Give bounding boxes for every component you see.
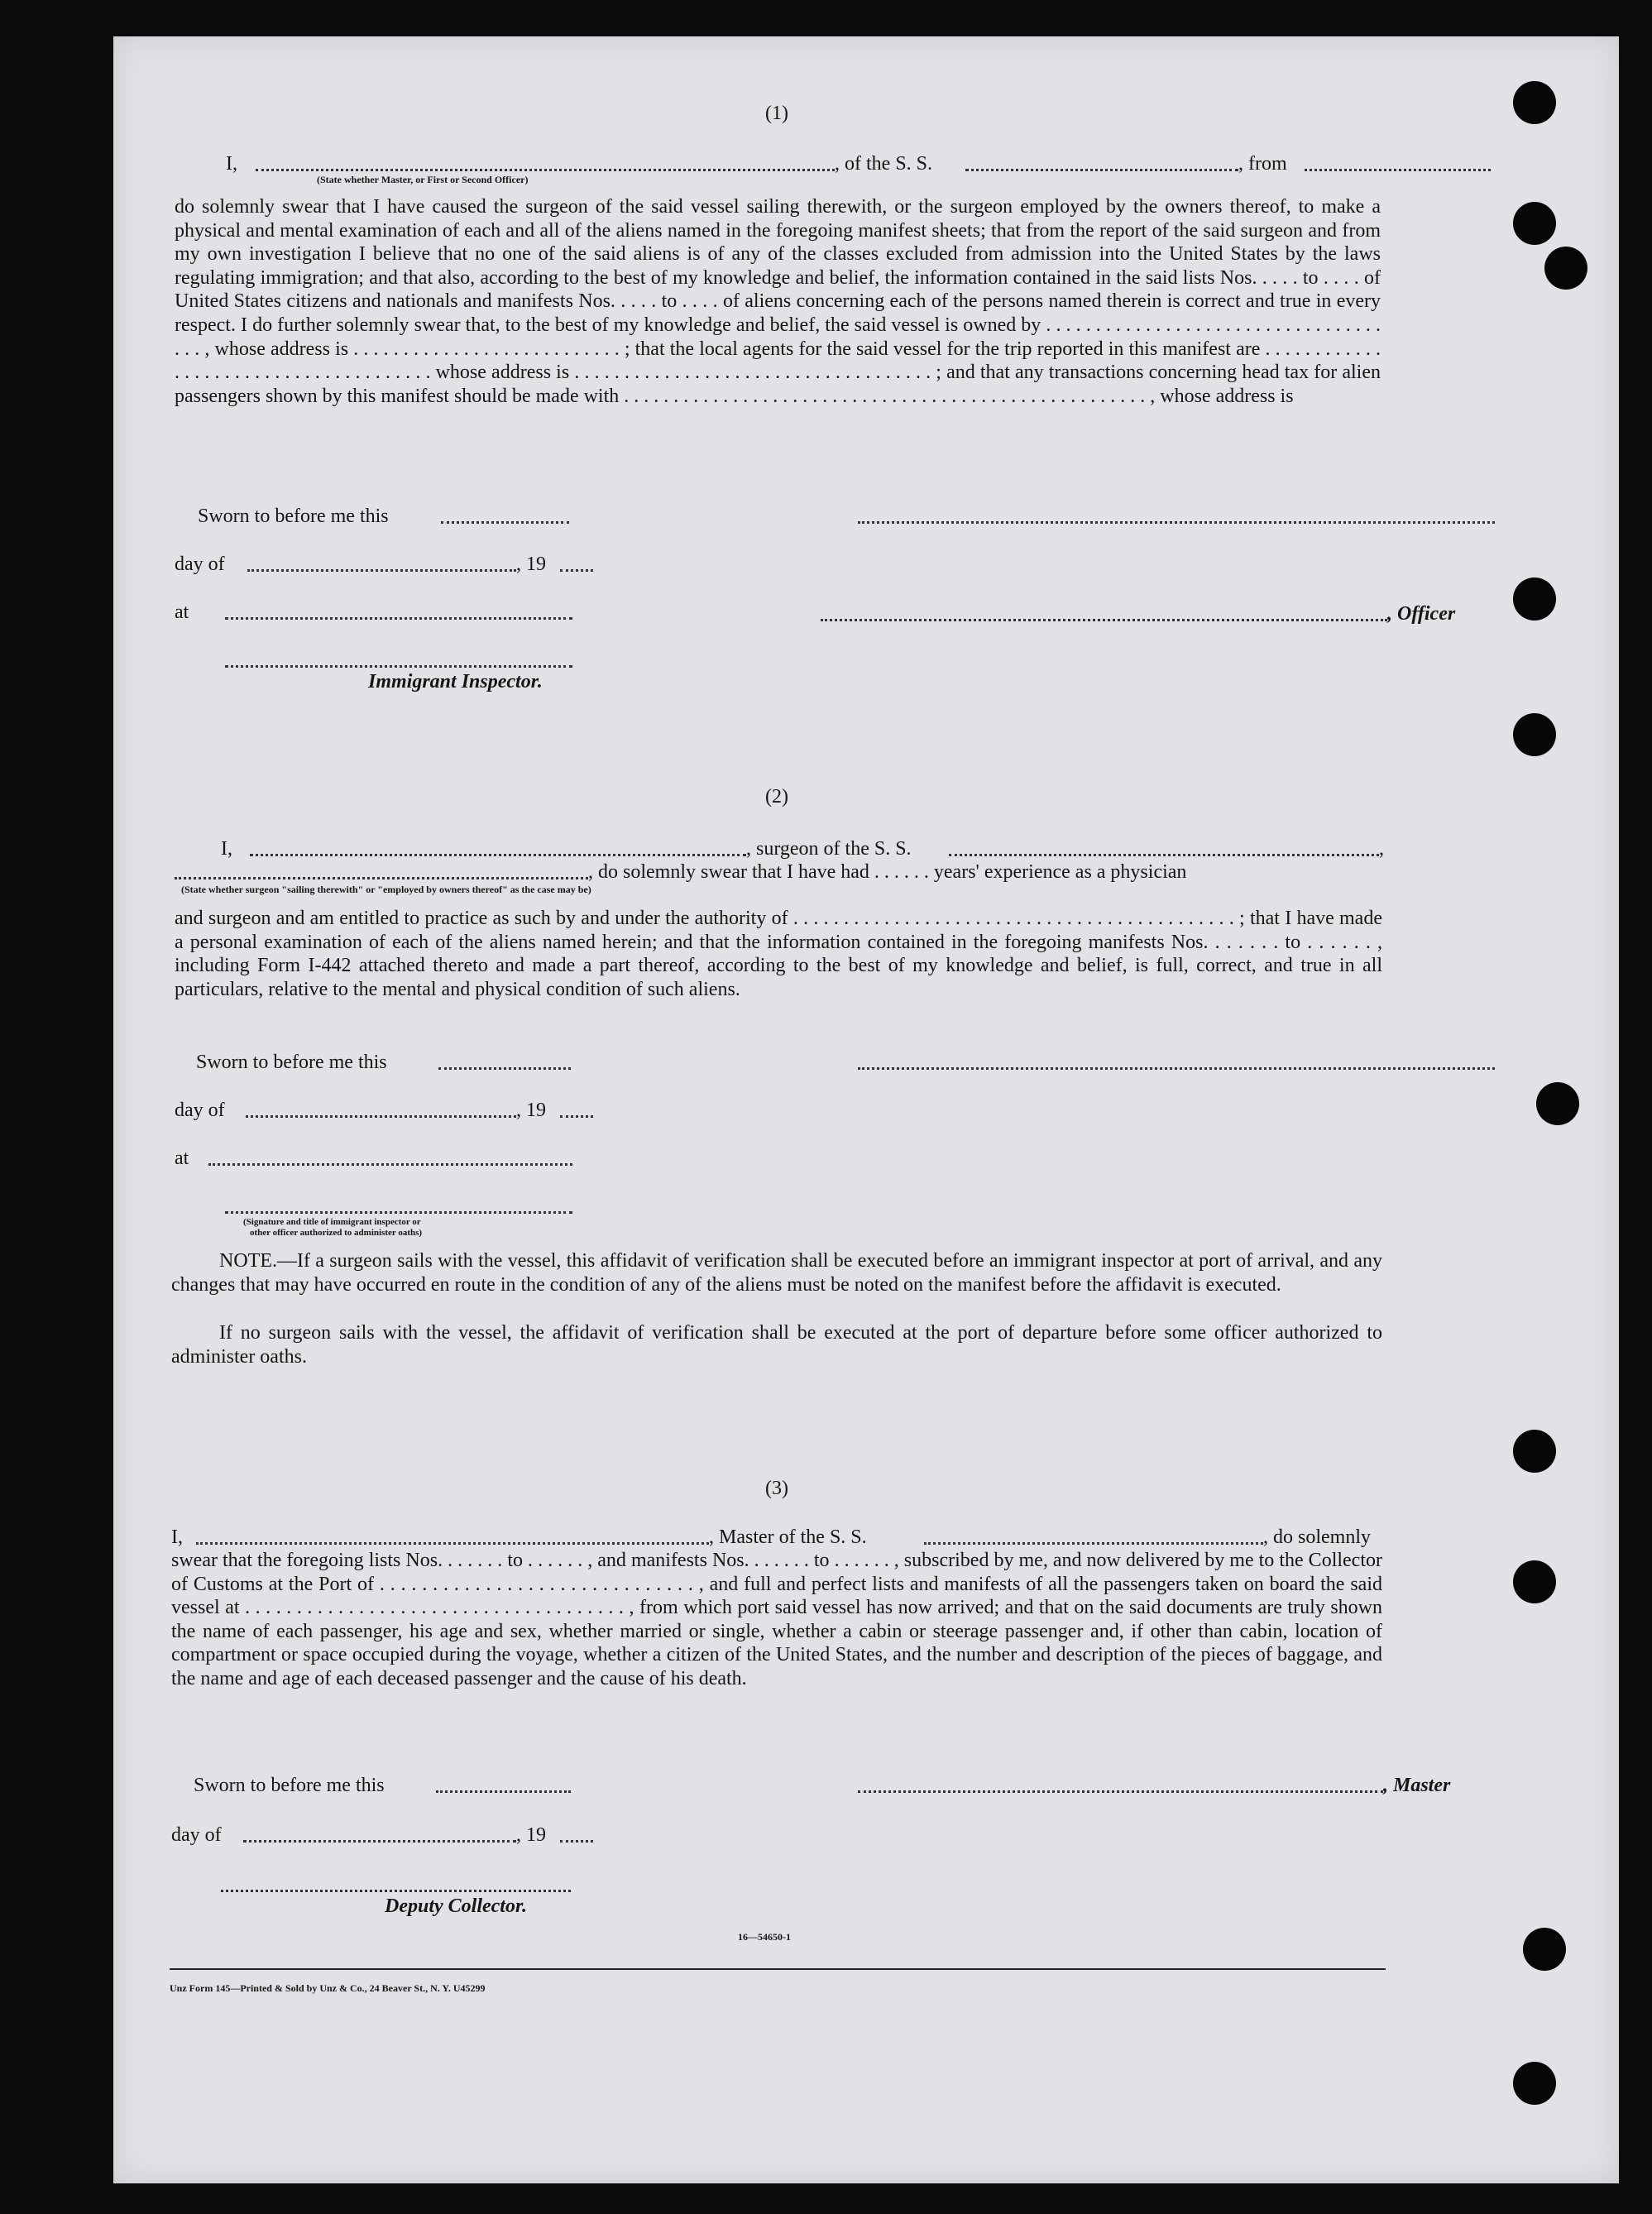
s2-sworn-blank[interactable] — [438, 1067, 571, 1070]
s1-officer-note: (State whether Master, or First or Second Officer) — [317, 174, 529, 185]
punch-hole — [1513, 713, 1556, 756]
s3-vessel-blank[interactable] — [924, 1542, 1263, 1545]
section-1-heading: (1) — [765, 103, 788, 124]
s3-day-blank[interactable] — [243, 1840, 516, 1843]
s2-i-label: I, — [221, 838, 232, 860]
s3-year-blank[interactable] — [560, 1840, 593, 1843]
s1-from-blank[interactable] — [1305, 169, 1491, 171]
s2-signature-note-2: other officer authorized to administer oaths) — [250, 1228, 423, 1238]
s1-of-ss-label: , of the S. S. — [835, 153, 933, 175]
s3-oath-paragraph: swear that the foregoing lists Nos. . . . . . . to . . . . . . , and manifests Nos. . . . . . . to . . . . . . , subscribed by me, and now delivered by me to the Collector of Customs at the Port of . . . . . . . . . . . . . . . . . . . . . . . . . . . . . . , and full and perfect lists and manifests of all the passengers taken on board the said vessel at . . . . . . . . . . . . . . . . . . . . . . . . . . . . . . . . . . . . . , from which port said vessel has now arrived; and that on the said documents are truly shown the name of each passenger, his age and sex, whether married or single, whether a cabin or steerage passenger and, if other than cabin, location of compartment or space occupied during the voyage, whether a citizen of the United States, and the number and description of the pieces of baggage, and the name and age of each deceased passenger and the cause of his death. — [171, 1550, 1382, 1689]
s2-experience-line: , do solemnly swear that I have had . . . . . . years' experience as a physician — [588, 861, 1187, 883]
s2-signature-title-blank[interactable] — [225, 1211, 572, 1214]
s3-solemnly-label: , do solemnly — [1263, 1526, 1371, 1548]
s2-note-paragraph — [171, 1249, 1382, 1296]
s2-day-blank[interactable] — [246, 1115, 516, 1118]
s2-day-of-label: day of — [175, 1100, 225, 1121]
section-3-heading: (3) — [765, 1478, 788, 1499]
s2-sailing-blank[interactable] — [175, 877, 588, 879]
punch-hole — [1513, 1560, 1556, 1603]
form-number: 16—54650-1 — [738, 1931, 791, 1943]
s2-signature-note-1: (Signature and title of immigrant inspector or — [243, 1217, 421, 1227]
s3-name-blank[interactable] — [196, 1542, 709, 1545]
s1-name-blank[interactable] — [256, 169, 835, 171]
s2-year-label: , 19 — [516, 1100, 546, 1121]
s1-officer-label: , Officer — [1387, 603, 1456, 625]
section-2-heading: (2) — [765, 786, 788, 807]
punch-hole — [1513, 202, 1556, 245]
s3-master-blank[interactable] — [858, 1790, 1383, 1793]
manifest-form-page — [113, 36, 1619, 2183]
s3-sworn-label: Sworn to before me this — [194, 1775, 385, 1796]
s1-year-blank[interactable] — [560, 569, 593, 572]
s2-sworn-label: Sworn to before me this — [196, 1052, 387, 1073]
s2-note-label: NOTE. — [219, 1250, 277, 1272]
punch-hole — [1513, 81, 1556, 124]
bottom-rule — [170, 1968, 1386, 1970]
s1-signature-blank[interactable] — [858, 521, 1495, 524]
s2-surgeon-note: (State whether surgeon "sailing therewith" or "employed by owners thereof" as the case may be) — [181, 884, 591, 895]
s2-at-label: at — [175, 1148, 189, 1169]
s3-master-label: , Master of the S. S. — [709, 1526, 867, 1548]
s2-name-blank[interactable] — [250, 854, 746, 856]
s3-day-of-label: day of — [171, 1824, 222, 1846]
s2-year-blank[interactable] — [560, 1115, 593, 1118]
s3-sworn-blank[interactable] — [436, 1790, 571, 1793]
s2-oath-paragraph: and surgeon and am entitled to practice as such by and under the authority of . . . . . . . . . . . . . . . . . . . . . . . . . . . . . . . . . . . . . . . . . . . . ; that I have made a personal examination of each of the aliens named herein; and that the information contained in the foregoing manifests Nos. . . . . . . to . . . . . . , including Form I-442 attached thereto and made a part thereof, according to the best of my knowledge and belief, is full, correct, and true in all particulars, relative to the mental and physical condition of such aliens. — [175, 908, 1382, 1000]
s2-surgeon-label: , surgeon of the S. S. — [746, 838, 912, 860]
s3-deputy-label: Deputy Collector. — [385, 1895, 527, 1917]
s3-master-title: , Master — [1383, 1775, 1451, 1796]
s1-officer-blank[interactable] — [821, 619, 1387, 621]
s2-at-blank[interactable] — [208, 1163, 572, 1166]
s1-year-label: , 19 — [516, 554, 546, 575]
s1-day-of-label: day of — [175, 554, 225, 575]
spacer — [170, 1933, 1386, 1934]
s1-at-label: at — [175, 601, 189, 623]
punch-hole — [1513, 577, 1556, 621]
s3-year-label: , 19 — [516, 1824, 546, 1846]
punch-hole — [1536, 1082, 1579, 1125]
punch-hole — [1513, 2062, 1556, 2105]
s2-note-paragraph-2: If no surgeon sails with the vessel, the affidavit of verification shall be executed at the port of departure before some officer authorized to administer oaths. — [171, 1322, 1382, 1368]
s1-day-blank[interactable] — [247, 569, 516, 572]
punch-hole — [1544, 247, 1587, 290]
s2-vessel-blank[interactable] — [949, 854, 1379, 856]
s1-at-blank[interactable] — [225, 617, 572, 620]
s2-comma: , — [1379, 838, 1384, 860]
s2-signature-blank[interactable] — [858, 1067, 1495, 1070]
s1-from-label: , from — [1238, 153, 1287, 175]
s3-i-label: I, — [171, 1526, 183, 1548]
s1-inspector-label: Immigrant Inspector. — [368, 671, 543, 692]
s1-sworn-label: Sworn to before me this — [198, 506, 389, 527]
punch-hole — [1523, 1928, 1566, 1971]
s3-collector-blank[interactable] — [221, 1890, 571, 1892]
punch-hole — [1513, 1430, 1556, 1473]
s1-vessel-blank[interactable] — [965, 169, 1238, 171]
s2-note-text: —If a surgeon sails with the vessel, this affidavit of verification shall be executed before an immigrant inspector at port of arrival, and any changes that may have occurred en route in the condition of any of the aliens must be noted on the manifest before the affidavit is executed. — [171, 1250, 1382, 1296]
printer-line: Unz Form 145—Printed & Sold by Unz & Co., 24 Beaver St., N. Y. U45299 — [170, 1982, 486, 1994]
s1-inspector-blank[interactable] — [225, 665, 572, 668]
s1-sworn-blank[interactable] — [441, 521, 569, 524]
s1-oath-paragraph: do solemnly swear that I have caused the surgeon of the said vessel sailing therewith, or the surgeon employed by the owners thereof, to make a physical and mental examination of each and all of the aliens named in the foregoing manifest sheets; that from the report of the said surgeon and from my own investigation I believe that no one of the said aliens is of any of the classes excluded from admission into the United States by the laws regulating immigration; and that also, according to the best of my knowledge and belief, the information contained in the said lists Nos. . . . . to . . . . of United States citizens and nationals and manifests Nos. . . . . to . . . . of aliens concerning each of the persons named therein is correct and true in every respect. I do further solemnly swear that, to the best of my knowledge and belief, the said vessel is owned by . . . . . . . . . . . . . . . . . . . . . . . . . . . . . . . . . . . . . , whose address is . . . . . . . . . . . . . . . . . . . . . . . . . . . ; that the local agents for the said vessel for the trip reported in this manifest are . . . . . . . . . . . . . . . . . . . . . . . . . . . . . . . . . . . . . . whose address is . . . . . . . . . . . . . . . . . . . . . . . . . . . . . . . . . . . . ; and that any transactions concerning head tax for alien passengers shown by this manifest should be made with . . . . . . . . . . . . . . . . . . . . . . . . . . . . . . . . . . . . . . . . . . . . . . . . . . . . . , whose address is — [175, 196, 1381, 407]
s1-i-label: I, — [226, 153, 237, 175]
